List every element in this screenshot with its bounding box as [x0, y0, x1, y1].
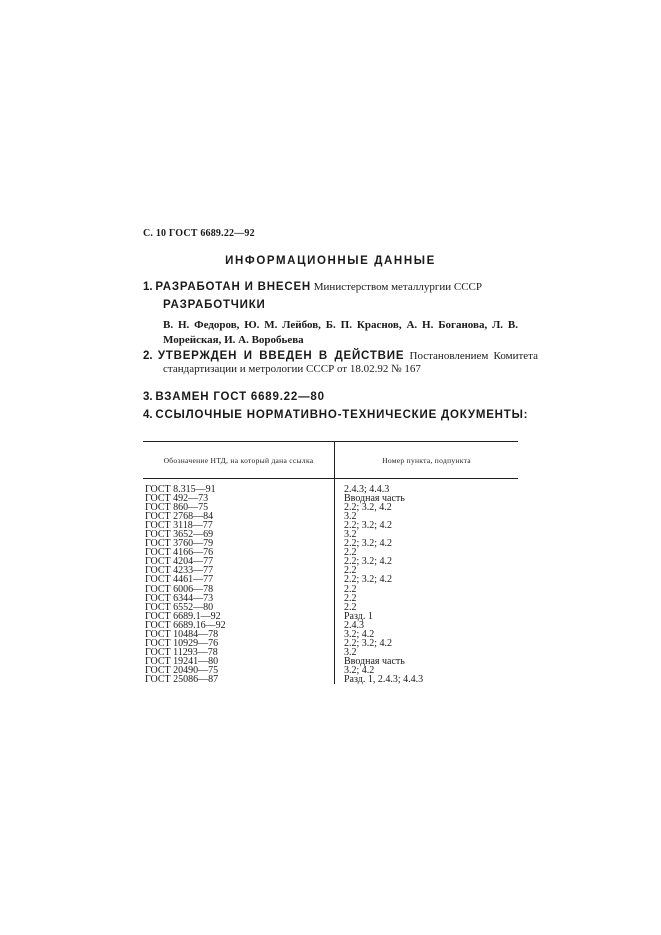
- clause-number-cell: Вводная часть: [344, 655, 405, 667]
- document-designation-cell: ГОСТ 8.315—91: [143, 485, 335, 494]
- item-2-number: 2.: [143, 350, 153, 362]
- item-3-replaces: [143, 391, 518, 404]
- item-3-number: 3.: [143, 391, 153, 403]
- document-designation-cell: ГОСТ 6689.1—92: [143, 612, 335, 621]
- clause-number-cell: 2.2; 3.2; 4.2: [344, 520, 393, 532]
- item-1-developed: [143, 281, 518, 294]
- document-designation-cell: ГОСТ 3652—69: [143, 530, 335, 539]
- developers-heading: РАЗРАБОТЧИКИ: [163, 299, 266, 311]
- item-3-heading: ВЗАМЕН ГОСТ 6689.22—80: [155, 391, 325, 403]
- developers-list: В. Н. Федоров, Ю. М. Лейбов, Б. П. Краснов, А. Н. Боганова, Л. В. Морейская, И. А. Воробьева: [163, 319, 518, 346]
- document-designation-cell: ГОСТ 3760—79: [143, 539, 335, 548]
- document-designation-cell: ГОСТ 860—75: [143, 503, 335, 512]
- document-title: ИНФОРМАЦИОННЫЕ ДАННЫЕ: [225, 255, 436, 267]
- item-2-text: Постановлением Комитета стандартизации и метрологии СССР от 18.02.92 № 167: [163, 350, 539, 375]
- document-designation-cell: ГОСТ 20490—75: [143, 666, 335, 675]
- clause-number-cell: 2.2; 3.2; 4.2: [344, 538, 393, 550]
- document-designation-cell: ГОСТ 2768—84: [143, 512, 335, 521]
- clause-number-cell: 2.2; 3.2, 4.2: [344, 502, 392, 514]
- clause-number-cell: 2.2: [344, 583, 357, 595]
- clause-number-cell: Разд. 1, 2.4.3; 4.4.3: [344, 673, 424, 685]
- document-designation-cell: ГОСТ 6344—73: [143, 594, 335, 603]
- table-row: [143, 675, 518, 684]
- clause-number-cell: 3.2: [344, 511, 357, 523]
- document-designation-cell: ГОСТ 3118—77: [143, 521, 335, 530]
- item-4-references: [143, 409, 538, 422]
- document-designation-cell: ГОСТ 4204—77: [143, 557, 335, 566]
- item-1-text: Министерством металлургии СССР: [311, 281, 482, 293]
- item-1-heading: РАЗРАБОТАН И ВНЕСЕН: [155, 281, 312, 293]
- document-designation-cell: ГОСТ 6689.16—92: [143, 621, 335, 630]
- page-header: С. 10 ГОСТ 6689.22—92: [143, 228, 255, 239]
- document-designation-cell: ГОСТ 492—73: [143, 494, 335, 503]
- clause-number-cell: Разд. 1: [344, 610, 373, 622]
- document-designation-cell: ГОСТ 4233—77: [143, 566, 335, 575]
- document-designation-cell: ГОСТ 10484—78: [143, 630, 335, 639]
- clause-number-cell: 2.2: [344, 565, 357, 577]
- document-designation-cell: ГОСТ 11293—78: [143, 648, 335, 657]
- clause-number-cell: 2.2; 3.2; 4.2: [344, 556, 393, 568]
- clause-number-cell: 3.2; 4.2: [344, 628, 375, 640]
- document-designation-cell: ГОСТ 19241—80: [143, 657, 335, 666]
- clause-number-cell: Вводная часть: [344, 493, 405, 505]
- item-1-number: 1.: [143, 281, 153, 293]
- clause-number-cell: 2.2; 3.2; 4.2: [344, 574, 393, 586]
- clause-number-cell: 3.2: [344, 529, 357, 541]
- column-header-document: Обозначение НТД, на который дана ссылка: [143, 442, 335, 479]
- clause-number-cell: 3.2: [344, 646, 357, 658]
- item-4-heading: ССЫЛОЧНЫЕ НОРМАТИВНО-ТЕХНИЧЕСКИЕ ДОКУМЕНТЫ:: [155, 409, 529, 421]
- document-designation-cell: ГОСТ 4166—76: [143, 548, 335, 557]
- references-table-body: [143, 479, 518, 685]
- clause-number-cell: 2.2: [344, 601, 357, 613]
- clause-number-cell: 2.4.3: [344, 619, 364, 631]
- clause-number-cell: 2.2: [344, 592, 357, 604]
- clause-number-cell: 2.4.3; 4.4.3: [344, 484, 390, 495]
- item-4-number: 4.: [143, 409, 153, 421]
- document-designation-cell: ГОСТ 6552—80: [143, 603, 335, 612]
- item-2-heading: УТВЕРЖДЕН И ВВЕДЕН В ДЕЙСТВИЕ: [157, 350, 405, 362]
- clause-number-cell: 3.2; 4.2: [344, 664, 375, 676]
- document-designation-cell: ГОСТ 6006—78: [143, 585, 335, 594]
- clause-number-cell: 2.2; 3.2; 4.2: [344, 637, 393, 649]
- item-2-approved: [143, 350, 538, 376]
- document-designation-cell: ГОСТ 4461—77: [143, 575, 335, 584]
- references-table: [143, 441, 518, 684]
- document-designation-cell: ГОСТ 25086—87: [143, 675, 335, 684]
- document-designation-cell: ГОСТ 10929—76: [143, 639, 335, 648]
- column-header-clause: Номер пункта, подпункта: [335, 442, 519, 479]
- table-header-row: [143, 442, 518, 479]
- clause-number-cell: 2.2: [344, 547, 357, 559]
